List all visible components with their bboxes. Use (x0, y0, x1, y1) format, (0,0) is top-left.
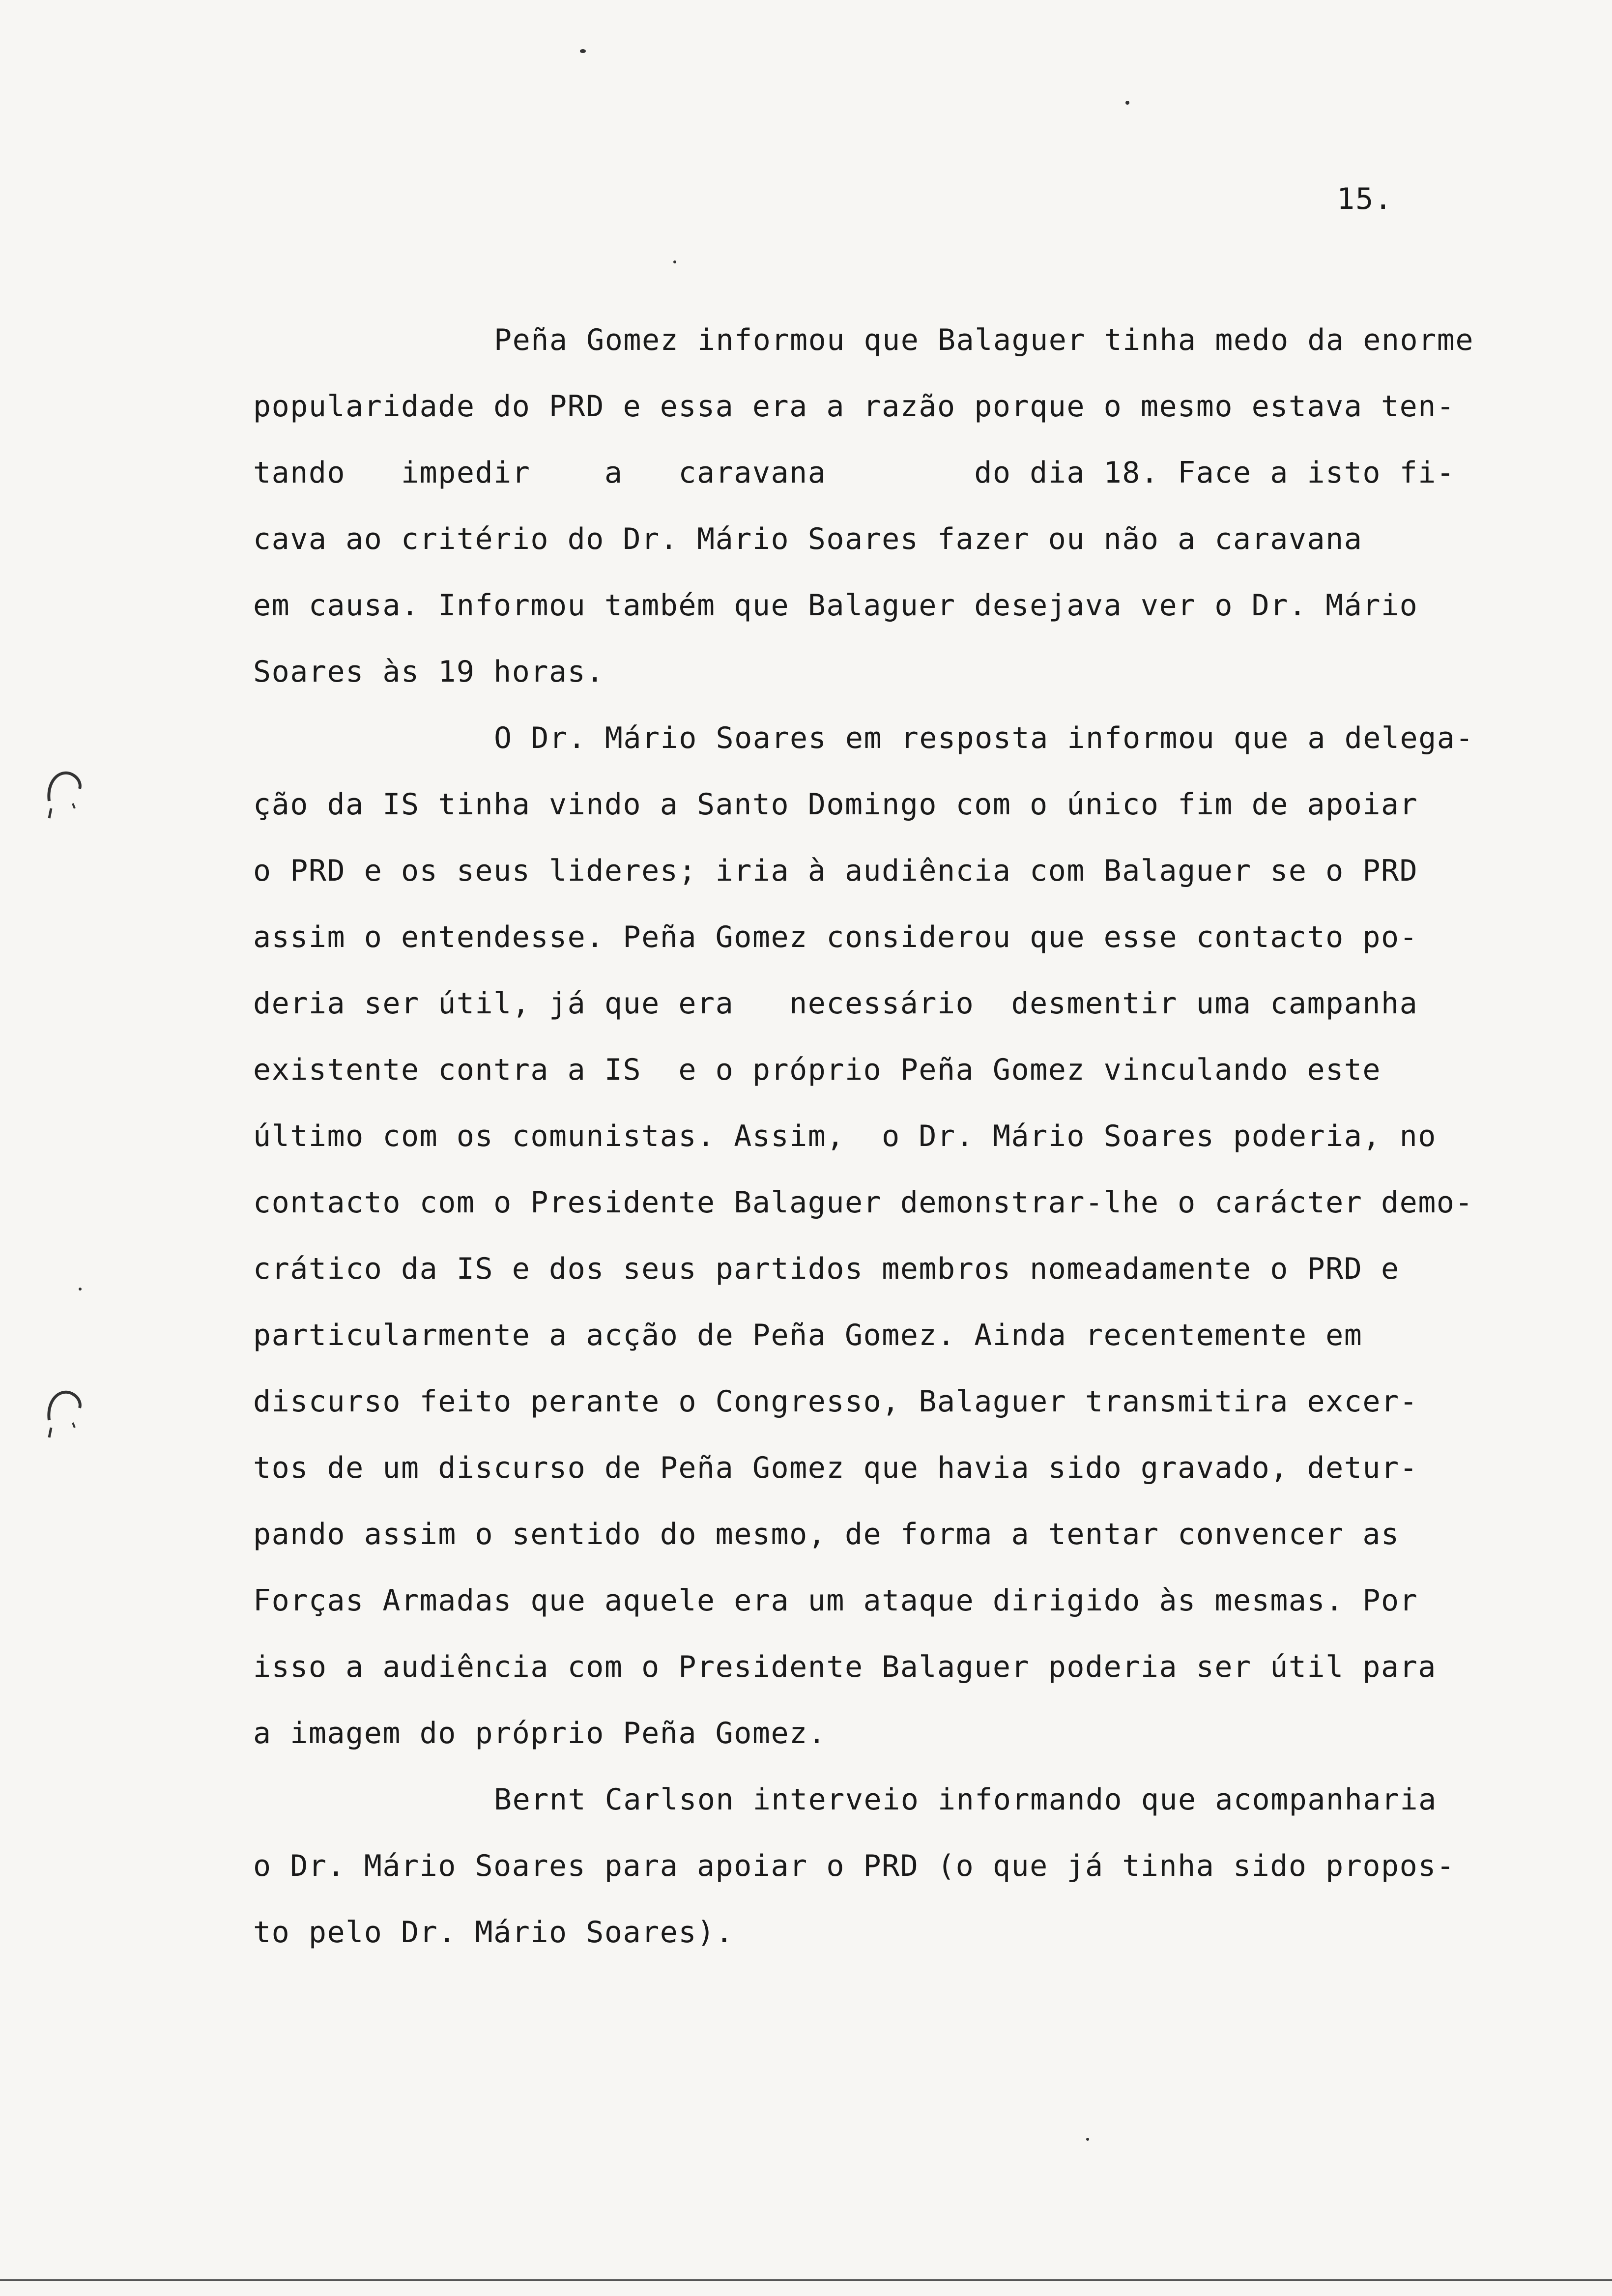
text-line: o Dr. Mário Soares para apoiar o PRD (o que já tinha sido propos- (253, 1849, 1455, 1883)
text-line: a imagem do próprio Peña Gomez. (253, 1716, 827, 1751)
text-line: ção da IS tinha vindo a Santo Domingo com o único fim de apoiar (253, 787, 1418, 822)
text-line: tos de um discurso de Peña Gomez que havia sido gravado, detur- (253, 1451, 1418, 1485)
text-line: cava ao critério do Dr. Mário Soares fazer ou não a caravana (253, 522, 1363, 556)
paragraph-2 (253, 705, 1560, 1767)
text-line: Soares às 19 horas. (253, 655, 604, 689)
text-line: particularmente a acção de Peña Gomez. Ainda recentemente em (253, 1318, 1363, 1352)
page-number: 15. (1337, 182, 1393, 216)
text-line: em causa. Informou também que Balaguer desejava ver o Dr. Mário (253, 588, 1418, 623)
text-line: discurso feito perante o Congresso, Balaguer transmitira excer- (253, 1384, 1418, 1419)
text-line: existente contra a IS e o próprio Peña Gomez vinculando este (253, 1053, 1382, 1087)
text-line: o PRD e os seus lideres; iria à audiência com Balaguer se o PRD (253, 854, 1418, 888)
text-line: pando assim o sentido do mesmo, de forma a tentar convencer as (253, 1517, 1400, 1551)
text-line: deria ser útil, já que era necessário desmentir uma campanha (253, 986, 1418, 1021)
punch-hole-mark (44, 1386, 84, 1440)
scan-speck (580, 49, 586, 53)
text-line: último com os comunistas. Assim, o Dr. Mário Soares poderia, no (253, 1119, 1437, 1153)
bottom-edge-line (0, 2279, 1612, 2281)
paragraph-1 (253, 307, 1560, 705)
text-line: tando impedir a caravana do dia 18. Face a isto fi- (253, 456, 1455, 490)
text-line: Peña Gomez informou que Balaguer tinha medo da enorme (494, 323, 1474, 357)
scan-speck (673, 260, 676, 263)
text-line: O Dr. Mário Soares em resposta informou que a delega- (494, 721, 1474, 755)
scan-speck (1086, 2138, 1089, 2141)
text-line: assim o entendesse. Peña Gomez considerou que esse contacto po- (253, 920, 1418, 954)
text-line: Forças Armadas que aquele era um ataque dirigido às mesmas. Por (253, 1583, 1418, 1618)
text-line: popularidade do PRD e essa era a razão porque o mesmo estava ten- (253, 389, 1455, 424)
text-line: to pelo Dr. Mário Soares). (253, 1915, 734, 1950)
text-line: contacto com o Presidente Balaguer demonstrar-lhe o carácter demo- (253, 1185, 1474, 1220)
text-line: crático da IS e dos seus partidos membros nomeadamente o PRD e (253, 1252, 1400, 1286)
scan-speck (1125, 101, 1129, 105)
document-body (253, 307, 1560, 1966)
paragraph-3 (253, 1767, 1560, 1966)
punch-hole-mark (44, 767, 84, 821)
scan-speck (79, 1288, 82, 1291)
text-line: Bernt Carlson interveio informando que acompanharia (494, 1782, 1437, 1817)
text-line: isso a audiência com o Presidente Balaguer poderia ser útil para (253, 1650, 1437, 1684)
